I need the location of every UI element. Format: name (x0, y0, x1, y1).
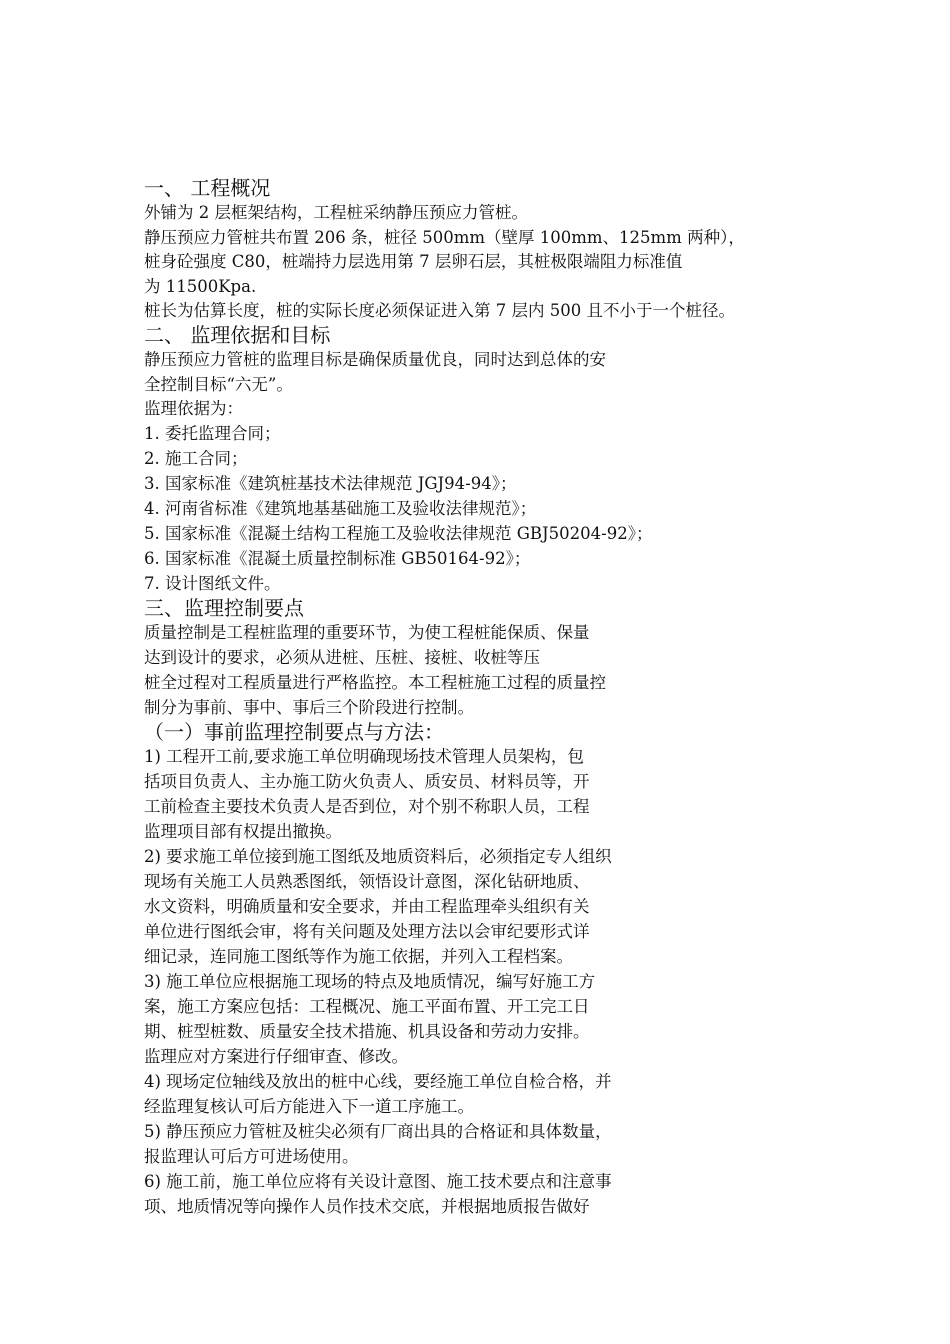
paragraph-line: 桩长为估算长度，桩的实际长度必须保证进入第 7 层内 500 且不小于一个桩径。 (144, 301, 735, 320)
paragraph-line: 水文资料，明确质量和安全要求，并由工程监理牵头组织有关 (144, 897, 590, 916)
paragraph-line: 全控制目标“六无”。 (144, 375, 293, 394)
list-item: 3. 国家标准《建筑桩基技术法律规范 JGJ94-94》； (144, 474, 517, 493)
list-item: 5. 国家标准《混凝土结构工程施工及验收法律规范 GBJ50204-92》； (144, 524, 653, 543)
paragraph-line: 括项目负责人、主办施工防火负责人、质安员、材料员等，开 (144, 772, 590, 791)
paragraph-line: 5) 静压预应力管桩及桩尖必须有厂商出具的合格证和具体数量， (144, 1122, 612, 1141)
paragraph-line: 期、桩型桩数、质量安全技术措施、机具设备和劳动力安排。 (144, 1022, 590, 1041)
list-item: 6. 国家标准《混凝土质量控制标准 GB50164-92》； (144, 549, 531, 568)
paragraph-line: 桩身砼强度 C80，桩端持力层选用第 7 层卵石层，其桩极限端阻力标准值 (144, 252, 683, 271)
paragraph-line: 监理项目部有权提出撤换。 (144, 822, 342, 841)
paragraph-line: 为 11500Kpa. (144, 277, 257, 296)
paragraph-line: 案，施工方案应包括：工程概况、施工平面布置、开工完工日 (144, 997, 590, 1016)
subsection-heading: （一）事前监理控制要点与方法： (144, 720, 444, 744)
paragraph-line: 报监理认可后方可进场使用。 (144, 1147, 359, 1166)
paragraph-line: 4) 现场定位轴线及放出的桩中心线，要经施工单位自检合格，并 (144, 1072, 612, 1091)
list-item: 1. 委托监理合同； (144, 424, 281, 443)
paragraph-line: 质量控制是工程桩监理的重要环节，为使工程桩能保质、保量 (144, 623, 590, 642)
paragraph-line: 工前检查主要技术负责人是否到位，对个别不称职人员，工程 (144, 797, 590, 816)
paragraph-line: 2) 要求施工单位接到施工图纸及地质资料后，必须指定专人组织 (144, 847, 612, 866)
paragraph-line: 经监理复核认可后方能进入下一道工序施工。 (144, 1097, 474, 1116)
paragraph-line: 6) 施工前，施工单位应将有关设计意图、施工技术要点和注意事 (144, 1172, 612, 1191)
section-heading-2: 二、 监理依据和目标 (144, 323, 331, 347)
paragraph-line: 细记录，连同施工图纸等作为施工依据，并列入工程档案。 (144, 947, 573, 966)
paragraph-line: 1) 工程开工前,要求施工单位明确现场技术管理人员架构，包 (144, 747, 584, 766)
list-item: 2. 施工合同； (144, 449, 248, 468)
paragraph-line: 监理应对方案进行仔细审查、修改。 (144, 1047, 408, 1066)
list-item: 7. 设计图纸文件。 (144, 574, 281, 593)
list-item: 4. 河南省标准《建筑地基基础施工及验收法律规范》； (144, 499, 537, 518)
paragraph-line: 达到设计的要求，必须从进桩、压桩、接桩、收桩等压 (144, 648, 540, 667)
paragraph-line: 监理依据为： (144, 399, 243, 418)
section-heading-3: 三、监理控制要点 (144, 596, 304, 620)
paragraph-line: 单位进行图纸会审，将有关问题及处理方法以会审纪要形式详 (144, 922, 590, 941)
section-heading-1: 一、 工程概况 (144, 176, 271, 200)
paragraph-line: 制分为事前、事中、事后三个阶段进行控制。 (144, 698, 474, 717)
paragraph-line: 现场有关施工人员熟悉图纸，领悟设计意图，深化钻研地质、 (144, 872, 590, 891)
paragraph-line: 静压预应力管桩共布置 206 条，桩径 500mm（壁厚 100mm、125mm 两种）， (144, 228, 745, 247)
paragraph-line: 桩全过程对工程质量进行严格监控。本工程桩施工过程的质量控 (144, 673, 606, 692)
paragraph-line: 3) 施工单位应根据施工现场的特点及地质情况，编写好施工方 (144, 972, 596, 991)
paragraph-line: 外铺为 2 层框架结构，工程桩采纳静压预应力管桩。 (144, 203, 528, 222)
paragraph-line: 项、地质情况等向操作人员作技术交底，并根据地质报告做好 (144, 1197, 590, 1216)
paragraph-line: 静压预应力管桩的监理目标是确保质量优良，同时达到总体的安 (144, 350, 606, 369)
